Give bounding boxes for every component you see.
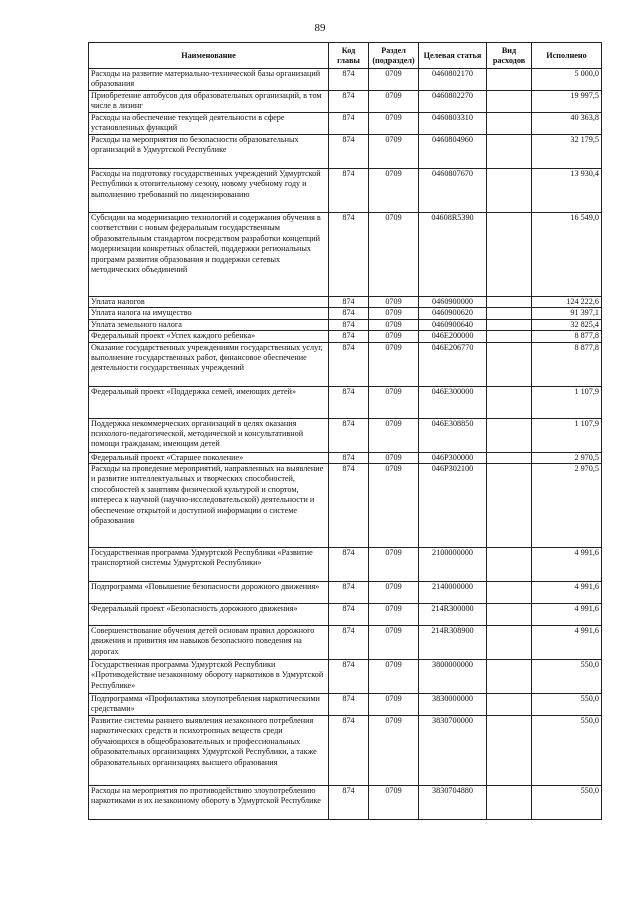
cell-section: 0709 [369,660,419,694]
cell-type [487,786,532,820]
cell-section: 0709 [369,548,419,582]
cell-section: 0709 [369,69,419,91]
cell-code: 874 [329,418,369,452]
cell-name: Федеральный проект «Старшее поколение» [89,452,329,463]
cell-code: 874 [329,452,369,463]
cell-type [487,319,532,330]
header-type: Вид расходов [487,43,532,69]
cell-name: Развитие системы раннего выявления незаконного потребления наркотических средств и психотропных веществ среди обучающихся в общеобразовательных и профессиональных образовательных организациях Удмуртской Республики, а также образовательных организациях высшего образования [89,716,329,786]
table-body [89,69,602,820]
cell-type [487,386,532,418]
header-amount: Исполнено [532,43,602,69]
cell-type [487,113,532,135]
cell-target: 214R308900 [419,626,487,660]
cell-section: 0709 [369,694,419,716]
cell-name: Расходы на мероприятия по безопасности образовательных организаций в Удмуртской Республике [89,135,329,169]
table-row [89,548,602,582]
cell-name: Федеральный проект «Поддержка семей, имеющих детей» [89,386,329,418]
cell-name: Федеральный проект «Безопасность дорожного движения» [89,604,329,626]
cell-name: Уплата земельного налога [89,319,329,330]
cell-section: 0709 [369,626,419,660]
cell-amount: 4 991,6 [532,582,602,604]
cell-section: 0709 [369,582,419,604]
cell-type [487,418,532,452]
cell-code: 874 [329,135,369,169]
cell-target: 046P300000 [419,452,487,463]
cell-amount: 40 363,8 [532,113,602,135]
cell-code: 874 [329,331,369,342]
cell-amount: 8 877,8 [532,342,602,386]
cell-name: Государственная программа Удмуртской Республики «Противодействие незаконному обороту наркотиков в Удмуртской Республике» [89,660,329,694]
cell-type [487,297,532,308]
cell-code: 874 [329,169,369,213]
table-row [89,660,602,694]
cell-target: 0460802270 [419,91,487,113]
cell-amount: 4 991,6 [532,626,602,660]
cell-section: 0709 [369,342,419,386]
cell-code: 874 [329,308,369,319]
cell-section: 0709 [369,91,419,113]
table-row [89,69,602,91]
cell-code: 874 [329,319,369,330]
header-section: Раздел (подраздел) [369,43,419,69]
cell-amount: 550,0 [532,660,602,694]
cell-type [487,69,532,91]
cell-code: 874 [329,213,369,297]
cell-target: 04608R5390 [419,213,487,297]
cell-amount: 13 930,4 [532,169,602,213]
cell-section: 0709 [369,386,419,418]
cell-amount: 19 997,5 [532,91,602,113]
cell-amount: 32 179,5 [532,135,602,169]
table-row [89,694,602,716]
cell-target: 0460900000 [419,297,487,308]
cell-type [487,660,532,694]
table-row [89,213,602,297]
table-row [89,626,602,660]
cell-section: 0709 [369,113,419,135]
cell-code: 874 [329,626,369,660]
cell-target: 0460807670 [419,169,487,213]
cell-target: 0460900620 [419,308,487,319]
table-row [89,169,602,213]
cell-type [487,604,532,626]
cell-type [487,464,532,548]
cell-code: 874 [329,464,369,548]
cell-name: Приобретение автобусов для образовательных организаций, в том числе в лизинг [89,91,329,113]
cell-code: 874 [329,91,369,113]
cell-target: 3830000000 [419,694,487,716]
cell-section: 0709 [369,213,419,297]
cell-amount: 124 222,6 [532,297,602,308]
cell-target: 046E206770 [419,342,487,386]
cell-target: 046E200000 [419,331,487,342]
budget-table [88,42,602,820]
cell-target: 0460900640 [419,319,487,330]
table-row [89,331,602,342]
cell-section: 0709 [369,135,419,169]
cell-name: Государственная программа Удмуртской Республики «Развитие транспортной системы Удмуртской Республики» [89,548,329,582]
cell-type [487,213,532,297]
cell-target: 046P302100 [419,464,487,548]
table-row [89,716,602,786]
cell-name: Уплата налогов [89,297,329,308]
cell-type [487,91,532,113]
cell-amount: 1 107,9 [532,386,602,418]
header-target: Целевая статья [419,43,487,69]
cell-target: 3800000000 [419,660,487,694]
cell-type [487,342,532,386]
cell-type [487,452,532,463]
cell-target: 046E308850 [419,418,487,452]
cell-code: 874 [329,582,369,604]
cell-name: Расходы на обеспечение текущей деятельности в сфере установленных функций [89,113,329,135]
cell-name: Оказание государственных учреждениями государственных услуг, выполнение государственных работ, финансовое обеспечение деятельности государственных учреждений [89,342,329,386]
cell-code: 874 [329,69,369,91]
cell-code: 874 [329,604,369,626]
cell-code: 874 [329,342,369,386]
cell-code: 874 [329,716,369,786]
table-row [89,308,602,319]
cell-code: 874 [329,548,369,582]
cell-code: 874 [329,297,369,308]
cell-code: 874 [329,660,369,694]
cell-section: 0709 [369,331,419,342]
cell-target: 2140000000 [419,582,487,604]
cell-type [487,135,532,169]
cell-target: 046E300000 [419,386,487,418]
cell-amount: 16 549,0 [532,213,602,297]
cell-name: Расходы на мероприятия по противодействию злоупотреблению наркотиками и их незаконному обороту в Удмуртской Республике [89,786,329,820]
cell-section: 0709 [369,418,419,452]
cell-amount: 91 397,1 [532,308,602,319]
cell-type [487,582,532,604]
cell-code: 874 [329,694,369,716]
cell-name: Расходы на проведение мероприятий, направленных на выявление и развитие интеллектуальных и творческих способностей, способностей к занятиям физической культурой и спортом, интереса к научной (научно-исследовательской) деятельности и обеспечение открытой и доступной информации о системе образования [89,464,329,548]
cell-name: Подпрограмма «Повышение безопасности дорожного движения» [89,582,329,604]
cell-target: 0460802170 [419,69,487,91]
table-row [89,786,602,820]
cell-target: 0460804960 [419,135,487,169]
cell-type [487,548,532,582]
cell-target: 3830700000 [419,716,487,786]
cell-name: Субсидии на модернизацию технологий и содержания обучения в соответствии с новым федеральным государственным образовательным стандартом посредством разработки концепций модернизации конкретных областей, поддержки региональных программ развития образования и поддержки сетевых методических объединений [89,213,329,297]
table-row [89,135,602,169]
cell-name: Расходы на подготовку государственных учреждений Удмуртской Республики к отопительному сезону, новому учебному году и выполнению требований по лицензированию [89,169,329,213]
cell-name: Совершенствование обучения детей основам правил дорожного движения и привития им навыков безопасного поведения на дорогах [89,626,329,660]
table-row [89,418,602,452]
cell-type [487,169,532,213]
cell-amount: 1 107,9 [532,418,602,452]
cell-type [487,331,532,342]
cell-amount: 8 877,8 [532,331,602,342]
cell-name: Расходы на развитие материально-технической базы организаций образования [89,69,329,91]
table-row [89,113,602,135]
cell-amount: 4 991,6 [532,548,602,582]
cell-amount: 32 825,4 [532,319,602,330]
cell-amount: 4 991,6 [532,604,602,626]
cell-type [487,716,532,786]
header-code: Код главы [329,43,369,69]
cell-name: Федеральный проект «Успех каждого ребенка» [89,331,329,342]
cell-name: Подпрограмма «Профилактика злоупотребления наркотическими средствами» [89,694,329,716]
cell-code: 874 [329,113,369,135]
table-row [89,386,602,418]
cell-amount: 550,0 [532,694,602,716]
cell-target: 0460803310 [419,113,487,135]
cell-target: 214R300000 [419,604,487,626]
cell-name: Уплата налога на имущество [89,308,329,319]
page-number: 89 [314,22,326,34]
cell-amount: 2 970,5 [532,464,602,548]
cell-amount: 550,0 [532,716,602,786]
cell-section: 0709 [369,464,419,548]
table-row [89,91,602,113]
cell-section: 0709 [369,308,419,319]
cell-type [487,626,532,660]
cell-amount: 550,0 [532,786,602,820]
cell-section: 0709 [369,297,419,308]
cell-target: 2100000000 [419,548,487,582]
cell-amount: 2 970,5 [532,452,602,463]
cell-section: 0709 [369,452,419,463]
table-header-row [89,43,602,69]
table-row [89,464,602,548]
cell-type [487,308,532,319]
table-row [89,582,602,604]
table-row [89,604,602,626]
cell-section: 0709 [369,319,419,330]
cell-section: 0709 [369,604,419,626]
cell-code: 874 [329,386,369,418]
cell-amount: 5 000,0 [532,69,602,91]
cell-section: 0709 [369,169,419,213]
table-row [89,319,602,330]
cell-section: 0709 [369,786,419,820]
header-name: Наименование [89,43,329,69]
cell-code: 874 [329,786,369,820]
cell-target: 3830704880 [419,786,487,820]
cell-type [487,694,532,716]
table-row [89,452,602,463]
table-row [89,342,602,386]
table-row [89,297,602,308]
cell-section: 0709 [369,716,419,786]
cell-name: Поддержка некоммерческих организаций в целях оказания психолого-педагогической, методической и консультативной помощи гражданам, имеющим детей [89,418,329,452]
